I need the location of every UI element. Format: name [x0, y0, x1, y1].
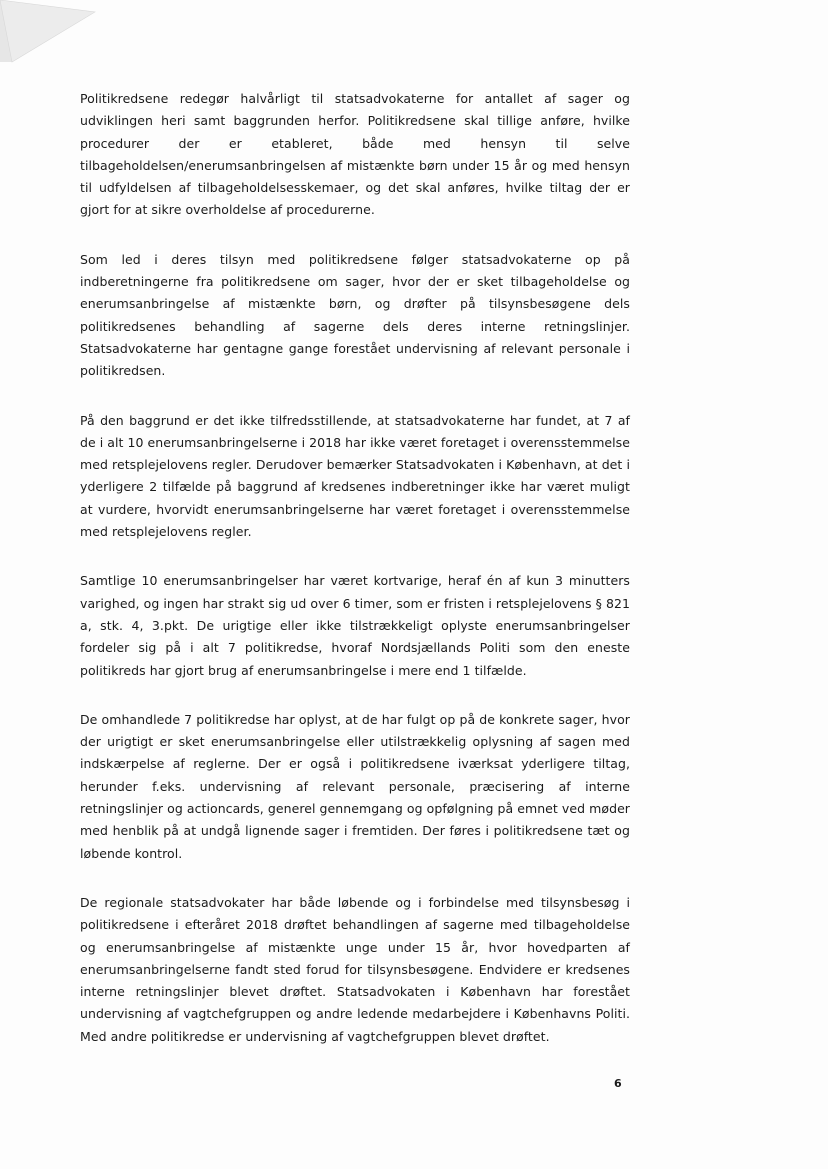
page-number: 6 — [614, 1077, 622, 1090]
body-text — [80, 88, 630, 1048]
paragraph-5: De omhandlede 7 politikredse har oplyst, at de har fulgt op på de konkrete sager, hvor der urigtigt er sket enerumsanbringelse eller utilstrækkelig oplysning af sagen med indskærpelse af reglerne. Der er også i politikredsene iværksat yderligere tiltag, herunder f.eks. undervisning af relevant personale, præcisering af interne retningslinjer og actioncards, generel gennemgang og opfølgning på emnet ved møder med henblik på at undgå lignende sager i fremtiden. Der føres i politikredsene tæt og løbende kontrol. — [80, 711, 630, 861]
paragraph-1: Politikredsene redegør halvårligt til statsadvokaterne for antallet af sager og udviklingen heri samt baggrunden herfor. Politikredsene skal tillige anføre, hvilke procedurer der er etableret, både med hensyn til selve tilbageholdelsen/enerumsanbringelsen af mistænkte børn under 15 år og med hensyn til udfyldelsen af tilbageholdelsesskemaer, og det skal anføres, hvilke tiltag der er gjort for at sikre overholdelse af procedurerne. — [80, 91, 630, 218]
paragraph-4: Samtlige 10 enerumsanbringelser har været kortvarige, heraf én af kun 3 minutters varighed, og ingen har strakt sig ud over 6 timer, som er fristen i retsplejelovens § 821 a, stk. 4, 3.pkt. De urigtige eller ikke tilstrækkeligt oplyste enerumsanbringelser fordeler sig på i alt 7 politikredse, hvoraf Nordsjællands Politi som den eneste politikreds har gjort brug af enerumsanbringelse i mere end 1 tilfælde. — [80, 573, 630, 678]
folded-corner-mark — [0, 0, 100, 70]
paragraph-6: De regionale statsadvokater har både løbende og i forbindelse med tilsynsbesøg i politikredsene i efteråret 2018 drøftet behandlingen af sagerne med tilbageholdelse og enerumsanbringelse af mistænkte unge under 15 år, hvor hovedparten af enerumsanbringelserne fandt sted forud for tilsynsbesøgene. Endvidere er kredsenes interne retningslinjer blevet drøftet. Statsadvokaten i København har forestået undervisning af vagtchefgruppen og andre ledende medarbejdere i Københavns Politi. Med andre politikredse er undervisning af vagtchefgruppen blevet drøftet. — [80, 894, 630, 1044]
paragraph-3: På den baggrund er det ikke tilfredsstillende, at statsadvokaterne har fundet, at 7 af de i alt 10 enerumsanbringelserne i 2018 har ikke været foretaget i overensstemmelse med retsplejelovens regler. Derudover bemærker Statsadvokaten i København, at det i yderligere 2 tilfælde på baggrund af kredsenes indberetninger ikke har været muligt at vurdere, hvorvidt enerumsanbringelserne har været foretaget i overensstemmelse med retsplejelovens regler. — [80, 412, 630, 540]
paragraph-2: Som led i deres tilsyn med politikredsene følger statsadvokaterne op på indberetningerne fra politikredsene om sager, hvor der er sket tilbageholdelse og enerumsanbringelse af mistænkte børn, og drøfter på tilsynsbesøgene dels politikredsenes behandling af sagerne dels deres interne retningslinjer. Statsadvokaterne har gentagne gange forestået undervisning af relevant personale i politikredsen. — [80, 251, 630, 379]
